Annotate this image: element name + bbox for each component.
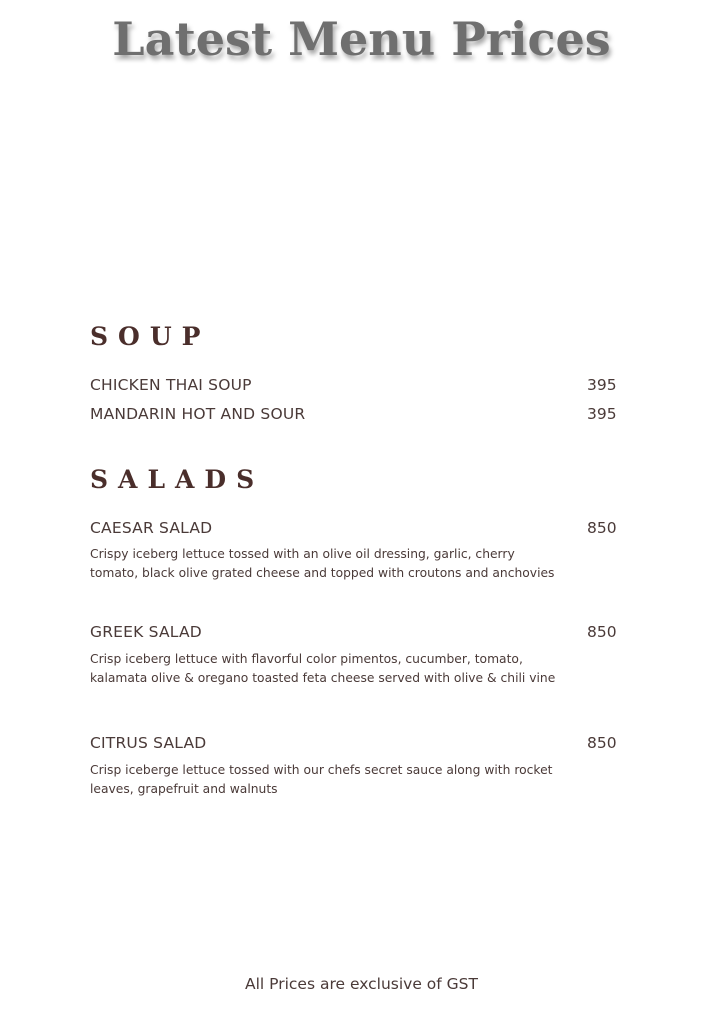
section-heading-salads: SALADS — [90, 465, 265, 494]
menu-item-price: 850 — [587, 623, 617, 641]
menu-item-description: Crispy iceberg lettuce tossed with an olive oil dressing, garlic, cherry tomato, black olive grated cheese and topped with croutons and anchovies — [90, 547, 555, 580]
menu-item-name: CHICKEN THAI SOUP — [90, 376, 252, 394]
menu-item-name: CAESAR SALAD — [90, 519, 213, 537]
menu-item-price: 850 — [587, 734, 617, 752]
menu-item-price: 850 — [587, 519, 617, 537]
section-heading-soup: SOUP — [90, 322, 211, 351]
page-title: Latest Menu Prices — [112, 12, 611, 66]
menu-item-price: 395 — [587, 376, 617, 394]
menu-item-name: CITRUS SALAD — [90, 734, 207, 752]
footer-note: All Prices are exclusive of GST — [245, 975, 478, 993]
menu-item-price: 395 — [587, 405, 617, 423]
menu-item-name: MANDARIN HOT AND SOUR — [90, 405, 306, 423]
menu-item-name: GREEK SALAD — [90, 623, 202, 641]
menu-item-description: Crisp iceberg lettuce with flavorful color pimentos, cucumber, tomato, kalamata olive & oregano toasted feta cheese served with olive & chili vine — [90, 652, 556, 685]
menu-item-description: Crisp icebergе lettuce tossed with our chefs secret sauce along with rocket leaves, grapefruit and walnuts — [90, 763, 553, 796]
